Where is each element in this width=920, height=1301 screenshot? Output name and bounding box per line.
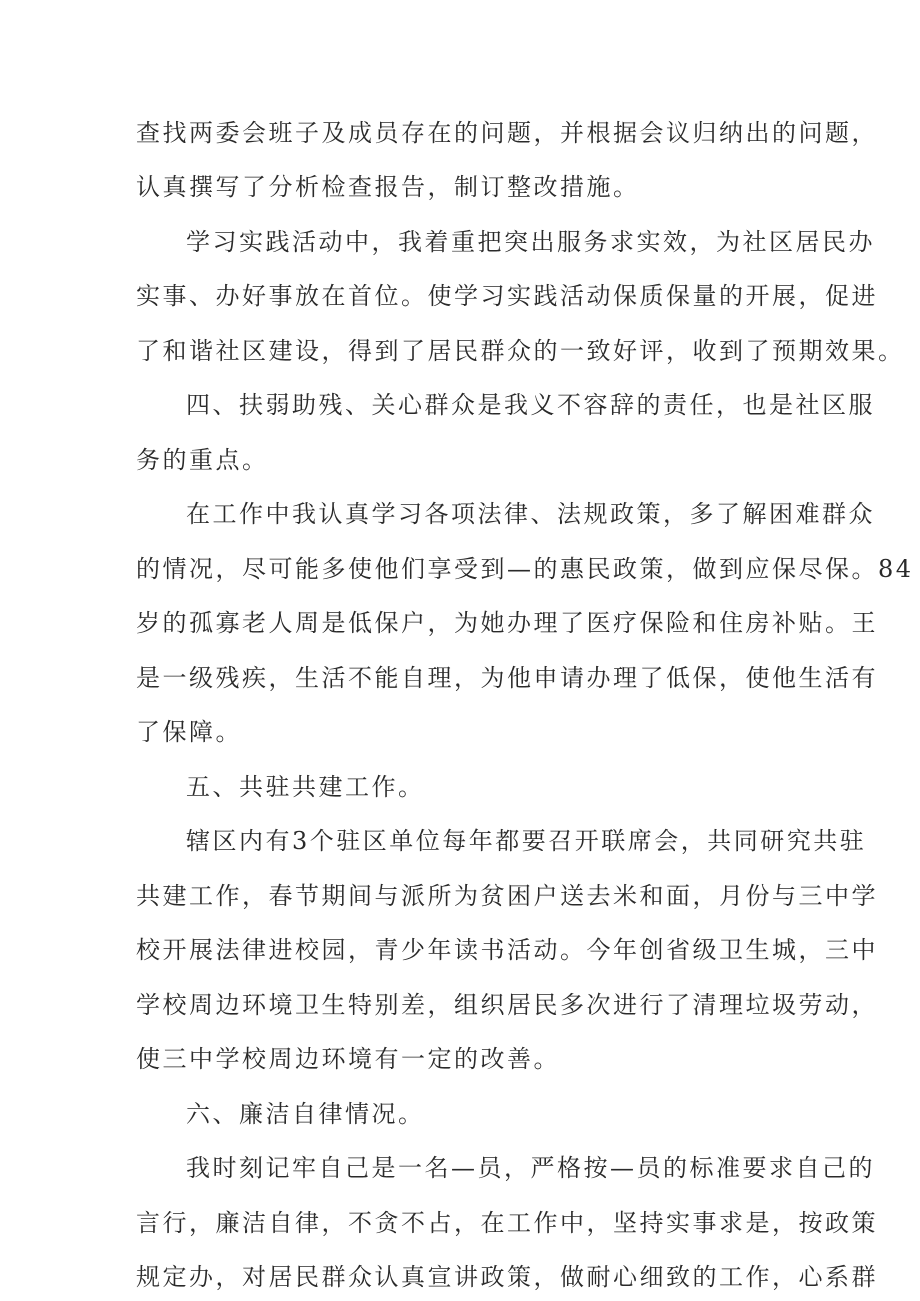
text-line: 四、扶弱助残、关心群众是我义不容辞的责任，也是社区服 bbox=[186, 391, 875, 419]
text-line: 共建工作，春节期间与派所为贫困户送去米和面，月份与三中学 bbox=[136, 882, 878, 910]
text-line: 六、廉洁自律情况。 bbox=[186, 1100, 425, 1128]
text-line: 的情况，尽可能多使他们享受到—的惠民政策，做到应保尽保。84 bbox=[136, 555, 914, 583]
text-line: 查找两委会班子及成员存在的问题，并根据会议归纳出的问题， bbox=[136, 119, 878, 147]
text-line: 务的重点。 bbox=[136, 446, 269, 474]
text-line: 了和谐社区建设，得到了居民群众的一致好评，收到了预期效果。 bbox=[136, 337, 905, 365]
text-line: 认真撰写了分析检查报告，制订整改措施。 bbox=[136, 173, 640, 201]
text-line: 岁的孤寡老人周是低保户，为她办理了医疗保险和住房补贴。王 bbox=[136, 609, 878, 637]
text-line: 学习实践活动中，我着重把突出服务求实效，为社区居民办 bbox=[186, 228, 875, 256]
text-line: 言行，廉洁自律，不贪不占，在工作中，坚持实事求是，按政策 bbox=[136, 1209, 878, 1237]
text-line: 五、共驻共建工作。 bbox=[186, 773, 425, 801]
text-line: 学校周边环境卫生特别差，组织居民多次进行了清理垃圾劳动， bbox=[136, 991, 878, 1019]
text-line: 规定办，对居民群众认真宣讲政策，做耐心细致的工作，心系群 bbox=[136, 1263, 878, 1291]
text-line: 实事、办好事放在首位。使学习实践活动保质保量的开展，促进 bbox=[136, 282, 878, 310]
text-line: 在工作中我认真学习各项法律、法规政策，多了解困难群众 bbox=[186, 500, 875, 528]
text-line: 校开展法律进校园，青少年读书活动。今年创省级卫生城，三中 bbox=[136, 936, 878, 964]
text-line: 是一级残疾，生活不能自理，为他申请办理了低保，使他生活有 bbox=[136, 664, 878, 692]
text-line: 我时刻记牢自己是一名—员，严格按—员的标准要求自己的 bbox=[186, 1154, 875, 1182]
text-line: 了保障。 bbox=[136, 718, 242, 746]
text-line: 使三中学校周边环境有一定的改善。 bbox=[136, 1045, 560, 1073]
text-line: 辖区内有3个驻区单位每年都要召开联席会，共同研究共驻 bbox=[186, 827, 867, 855]
